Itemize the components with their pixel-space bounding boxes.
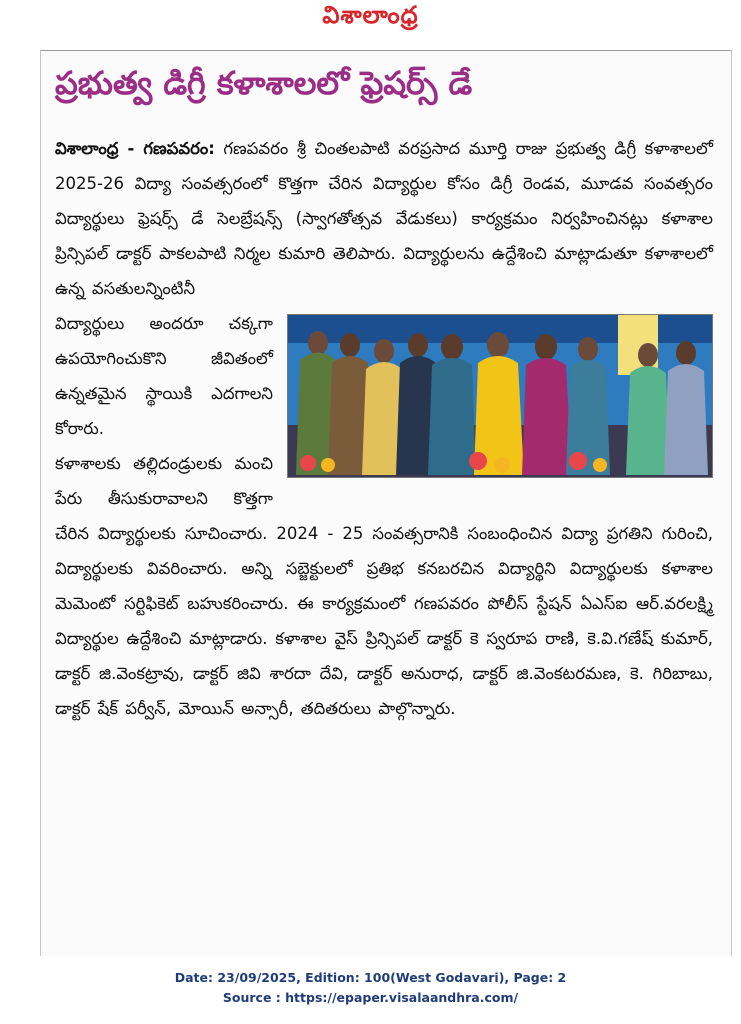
footer-source-link[interactable]: Source : https://epaper.visalaandhra.com/ [222, 990, 519, 1005]
article-body [55, 131, 713, 726]
event-photo-illustration [288, 315, 712, 477]
article-paragraph-top [55, 131, 713, 306]
article-text-top: గణపవరం శ్రీ చింతలపాటి వరప్రసాద మూర్తి రాజు ప్రభుత్వ డిగ్రీ కళాశాలలో 2025-26 విద్యా సంవత్సరంలో కొత్తగా చేరిన విద్యార్థుల కోసం డిగ్రీ రెండవ, మూడవ సంవత్సరం విద్యార్థులు ఫ్రెషర్స్ డే సెలబ్రేషన్స్ (స్వాగతోత్సవ వేడుకలు) కార్యక్రమం నిర్వహించినట్లు కళాశాల ప్రిన్సిపల్ డాక్టర్ పాకలపాటి నిర్మల కుమారి తెలిపారు. విద్యార్థులను ఉద్దేశించి మాట్లాడుతూ కళాశాలలో ఉన్న వసతులన్నింటినీ [55, 139, 713, 298]
article-paragraph-bottom: కళాశాలకు తల్లిదండ్రులకు మంచి పేరు తీసుకురావాలని కొత్తగా చేరిన విద్యార్థులకు సూచించారు. 2024 - 25 సంవత్సరానికి సంబంధించిన విద్యా ప్రగతిని గురించి, విద్యార్థులకు వివరించారు. అన్ని సబ్జెక్టులలో ప్రతిభ కనబరచిన విద్యార్థిని విద్యార్థులకు కళాశాల మెమెంటో సర్టిఫికెట్ బహుకరించారు. ఈ కార్యక్రమంలో గణపవరం పోలీస్ స్టేషన్ ఏఎస్ఐ ఆర్.వరలక్ష్మి విద్యార్థుల ఉద్దేశించి మాట్లాడారు. కళాశాల వైస్ ప్రిన్సిపల్ డాక్టర్ కె స్వరూప రాణి, కె.వి.గణేష్ కుమార్, డాక్టర్ జి.వెంకట్రావు, డాక్టర్ జివి శారదా దేవి, డాక్టర్ అనురాధ, డాక్టర్ జి.వెంకటరమణ, కె. గిరిబాబు, డాక్టర్ షేక్ పర్వీన్, మోయిన్ అన్సారీ, తదితరులు పాల్గొన్నారు. [55, 454, 713, 718]
news-clipping [40, 50, 732, 956]
footer-edition-info: Date: 23/09/2025, Edition: 100(West Godavari), Page: 2 [174, 970, 567, 985]
article-dateline: విశాలాంధ్ర - గణపవరం: [55, 139, 215, 158]
article-paragraph-side: విద్యార్థులు అందరూ చక్కగా ఉపయోగించుకొని జీవితంలో ఉన్నతమైన స్థాయికి ఎదగాలని కోరారు. [55, 314, 273, 438]
masthead [0, 0, 741, 34]
article-headline: ప్రభుత్వ డిగ్రీ కళాశాలలో ఫ్రెషర్స్ డే [55, 64, 473, 102]
newspaper-logo: విశాలాంధ్ర [322, 1, 419, 29]
event-photo [287, 314, 713, 478]
